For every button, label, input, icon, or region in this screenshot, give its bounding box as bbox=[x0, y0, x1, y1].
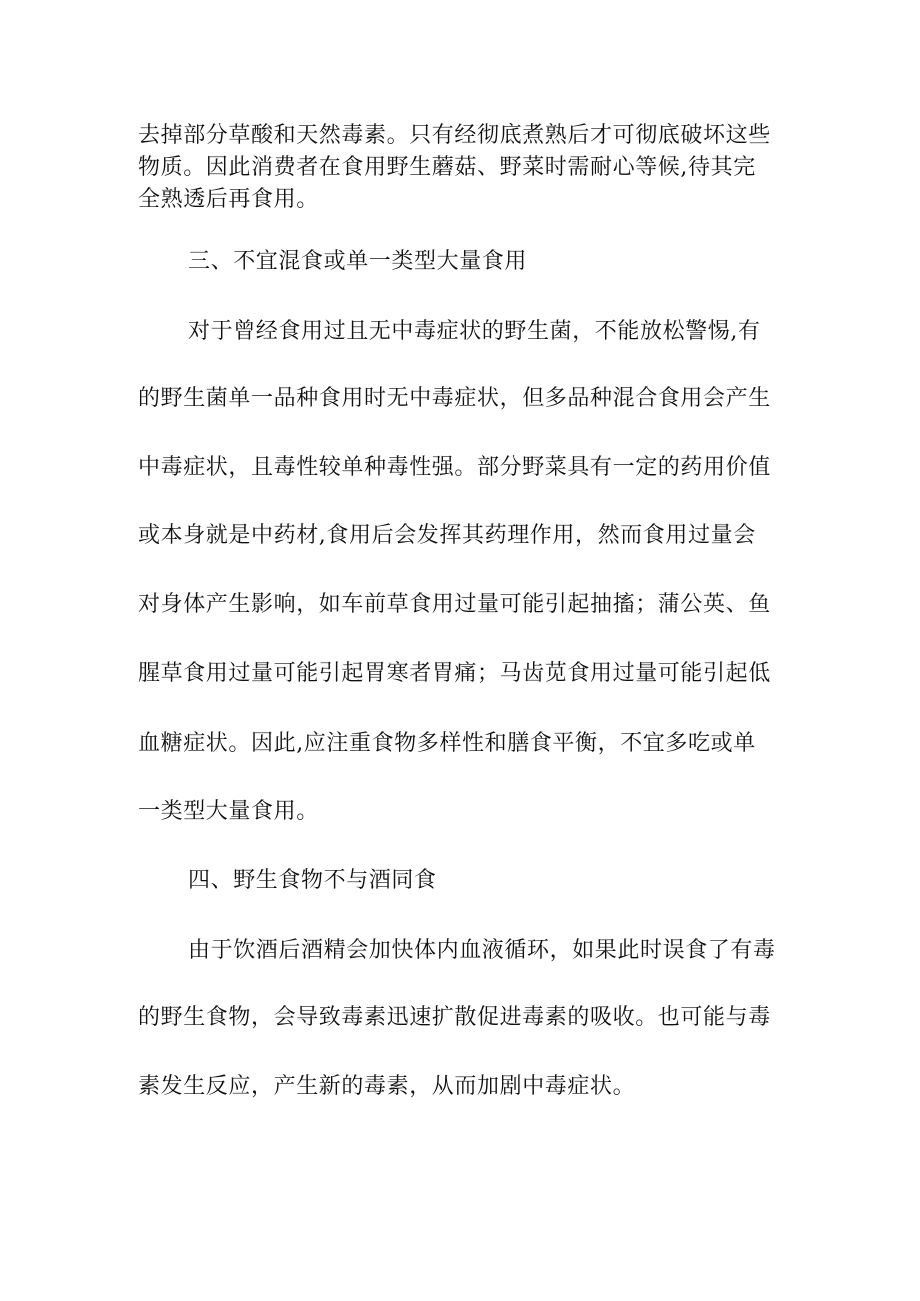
section-3-line-6: 腥草食用过量可能引起胃寒者胃痛；马齿苋食用过量可能引起低 bbox=[138, 661, 771, 686]
section-4-line-1: 由于饮酒后酒精会加快体内血液循环，如果此时误食了有毒 bbox=[188, 938, 776, 963]
section-3-line-1: 对于曾经食用过且无中毒症状的野生菌，不能放松警惕,有 bbox=[188, 319, 761, 344]
intro-line-3: 全熟透后再食用。 bbox=[138, 187, 319, 212]
section-3-line-2: 的野生菌单一品种食用时无中毒症状，但多品种混合食用会产生 bbox=[138, 386, 771, 411]
section-3-line-5: 对身体产生影响，如车前草食用过量可能引起抽搐；蒲公英、鱼 bbox=[138, 592, 771, 617]
intro-line-2: 物质。因此消费者在食用野生蘑菇、野菜时需耐心等候,待其完 bbox=[138, 155, 756, 180]
section-3-line-8: 一类型大量食用。 bbox=[138, 799, 319, 824]
section-3-heading: 三、不宜混食或单一类型大量食用 bbox=[188, 249, 528, 274]
section-3-line-3: 中毒症状，且毒性较单种毒性强。部分野菜具有一定的药用价值 bbox=[138, 455, 771, 480]
section-4-line-3: 素发生反应，产生新的毒素，从而加剧中毒症状。 bbox=[138, 1074, 636, 1099]
section-3-line-4: 或本身就是中药材,食用后会发挥其药理作用，然而食用过量会 bbox=[138, 523, 756, 548]
intro-line-1: 去掉部分草酸和天然毒素。只有经彻底煮熟后才可彻底破坏这些 bbox=[138, 123, 771, 148]
section-3-line-7: 血糖症状。因此,应注重食物多样性和膳食平衡，不宜多吃或单 bbox=[138, 731, 756, 756]
section-4-heading: 四、野生食物不与酒同食 bbox=[188, 868, 437, 893]
section-4-line-2: 的野生食物，会导致毒素迅速扩散促进毒素的吸收。也可能与毒 bbox=[138, 1005, 771, 1030]
